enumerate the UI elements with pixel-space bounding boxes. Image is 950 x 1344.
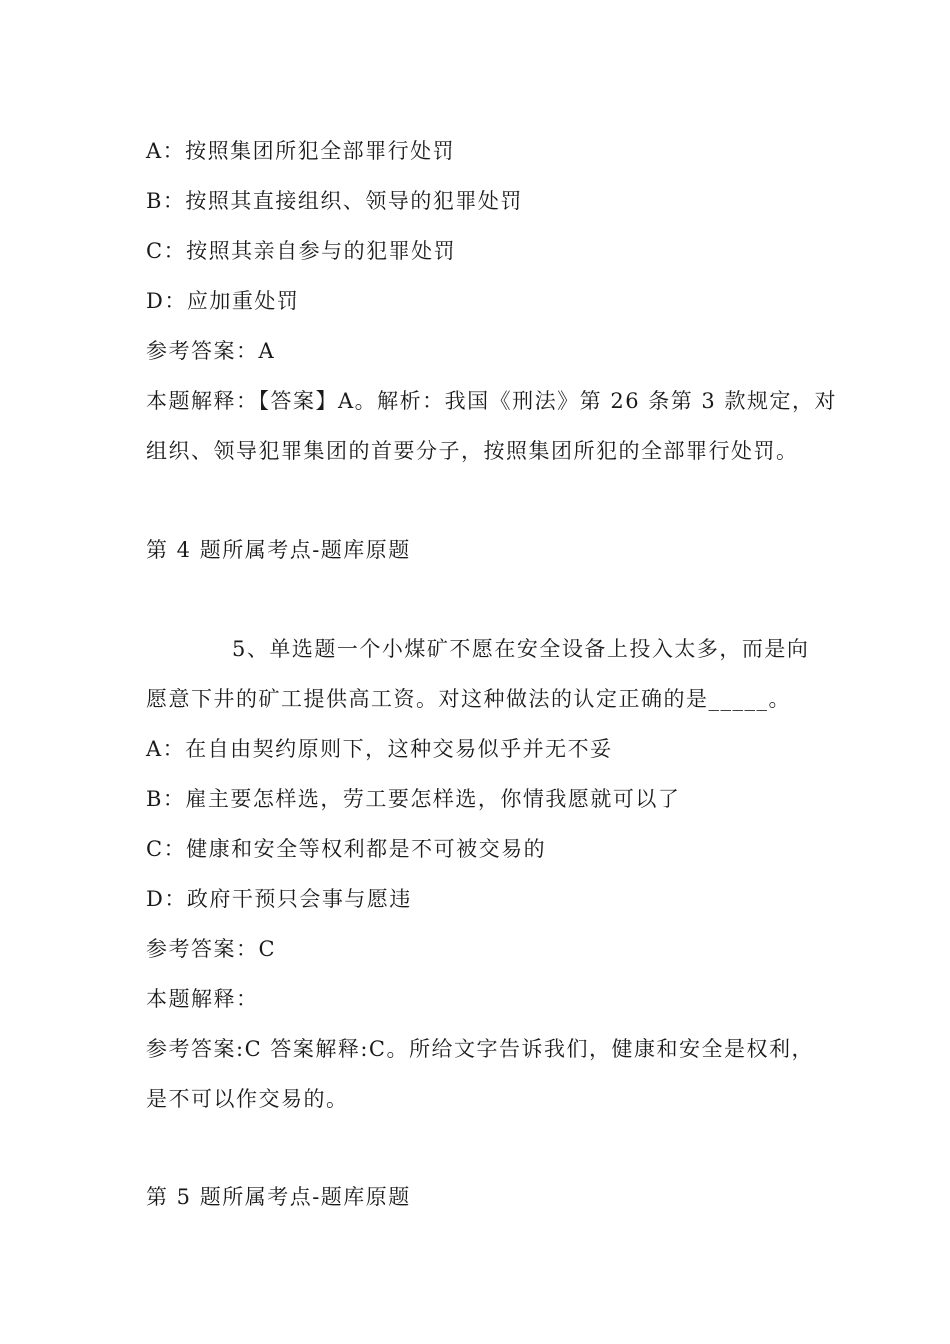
q5-option-c: C：健康和安全等权利都是不可被交易的 [146,837,547,861]
q4-answer: 参考答案：A [146,339,276,363]
q5-option-d: D：政府干预只会事与愿违 [146,887,412,911]
q4-option-b: B：按照其直接组织、领导的犯罪处罚 [146,189,523,213]
q5-explanation-line-1: 参考答案:C 答案解释:C。所给文字告诉我们，健康和安全是权利， [146,1037,814,1061]
q4-option-a: A：按照集团所犯全部罪行处罚 [146,139,456,163]
q4-explanation-line-1: 本题解释：【答案】A。解析：我国《刑法》第 26 条第 3 款规定，对 [146,389,837,413]
q5-option-b: B：雇主要怎样选，劳工要怎样选，你情我愿就可以了 [146,787,681,811]
q4-explanation-line-2: 组织、领导犯罪集团的首要分子，按照集团所犯的全部罪行处罚。 [146,439,799,463]
q5-question-line-2: 愿意下井的矿工提供高工资。对这种做法的认定正确的是_____。 [146,687,791,711]
q5-option-a: A：在自由契约原则下，这种交易似乎并无不妥 [146,737,613,761]
q4-option-c: C：按照其亲自参与的犯罪处罚 [146,239,457,263]
q5-explanation-label: 本题解释： [146,987,259,1011]
q5-explanation-line-2: 是不可以作交易的。 [146,1087,349,1111]
q5-answer: 参考答案：C [146,937,277,961]
q4-option-d: D：应加重处罚 [146,289,300,313]
q4-topic: 第 4 题所属考点-题库原题 [146,538,411,562]
q5-question-line-1: 5、单选题一个小煤矿不愿在安全设备上投入太多，而是向 [232,637,810,661]
q5-topic: 第 5 题所属考点-题库原题 [146,1185,411,1209]
